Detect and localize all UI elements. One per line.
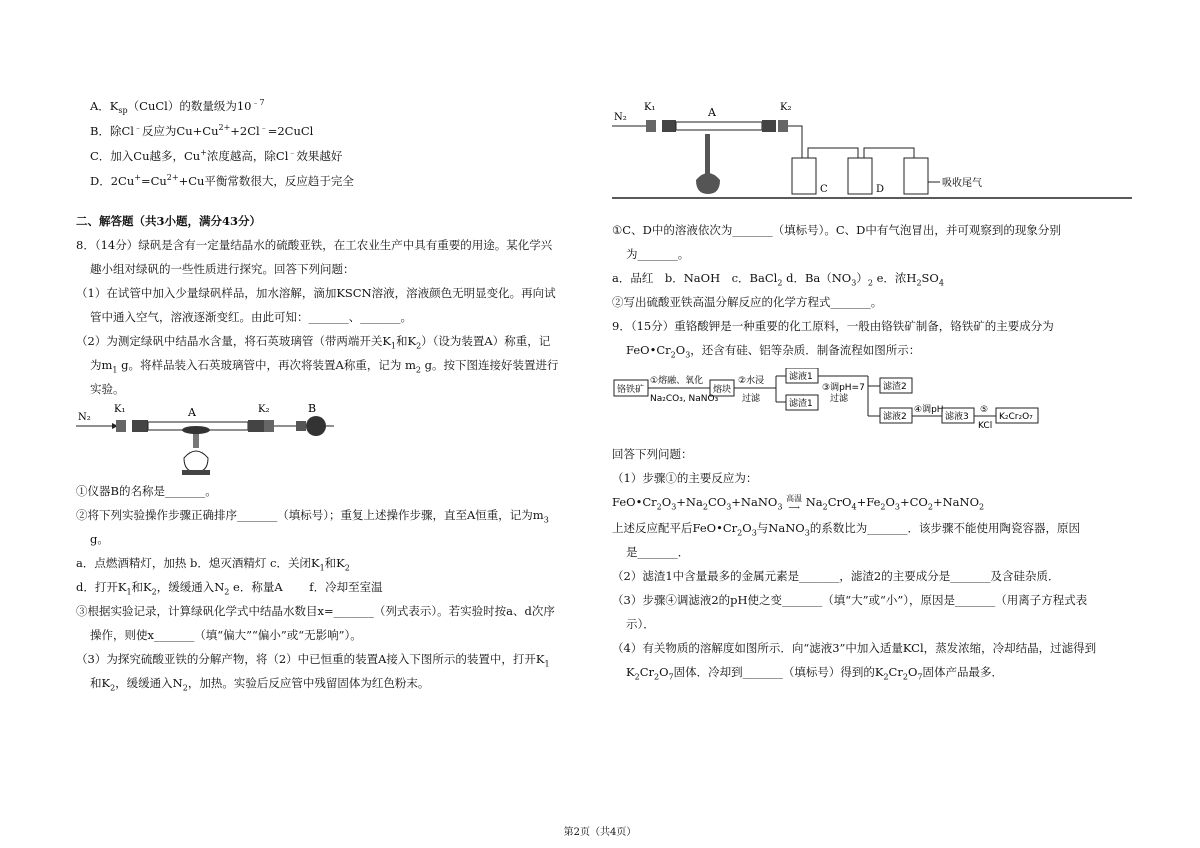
q8-3-1b: 为_______。 [626,247,690,261]
flow-filter2: 过滤 [830,394,849,404]
flow-step4: ④调pH [914,405,944,415]
q9-4: （4）有关物质的溶解度如图所示．向“滤液3”中加入适量KCl，蒸发浓缩，冷却结晶，过滤得到 [612,641,1097,655]
flow-step2: ②水浸 [738,376,765,386]
fig2-c-label: C [820,184,828,195]
flow-step3: ③调pH=7 [822,383,865,393]
flow-product: K₂Cr₂O₇ [999,412,1033,422]
flow-kcl: KCl [978,421,993,431]
flow-filter: 过滤 [742,394,761,404]
q8-3-options: a．品红 b．NaOH c．BaCl$_2$ d．$Ba(NO_3)_2$ e．浓$H_2SO_4$ [612,271,944,288]
q9-1-equation: $FeO•Cr_2O_3+Na_2CO_3+NaNO_3$ 高温 ⟶ $Na_2CrO_4+Fe_2O_3+CO_2+NaNO_2$ [612,494,985,512]
page-footer: 第2页（共4页） [563,827,637,838]
q9-intro-2: $FeO•Cr_2O_3$，还含有硅、铝等杂质．制备流程如图所示： [626,343,921,360]
fig1-k2-label: K₂ [258,404,270,415]
section-heading: 二、解答题（共3小题，满分43分） [76,214,262,228]
apparatus-figure-1 [76,400,336,478]
q8-2-3b: 操作，则使x_______（填“偏大”“偏小”或“无影响”）。 [90,628,362,642]
q8-steps-2: d．打开$K_1$和$K_2$，缓缓通入$N_2$ e．称量A f．冷却至室温 [76,580,383,597]
q8-part3-1: （3）为探究硫酸亚铁的分解产物，将（2）中已恒重的装置A接入下图所示的装置中，打开$K_1$ [76,652,550,669]
fig2-n2-label: N₂ [614,112,627,123]
fig2-tail-label: 吸收尾气 [942,178,982,189]
flow-filtrate2: 滤液2 [883,412,907,422]
q8-intro-1: 8．（14分）绿矾是含有一定量结晶水的硫酸亚铁，在工农业生产中具有重要的用途。某化学兴 [76,238,553,252]
fig1-k1-label: K₁ [114,404,126,415]
flow-residue2: 滤渣2 [883,382,907,392]
q9-2: （2）滤渣1中含量最多的金属元素是_______，滤渣2的主要成分是_______及含硅杂质． [612,569,1060,583]
q8-part2-1: （2）为测定绿矾中结晶水含量，将石英玻璃管（带两端开关$K_1$和$K_2$）（设为装置A）称重，记 [76,334,551,351]
flow-step1: ①熔融、氧化 [650,376,704,386]
q9-1-c: 是_______． [626,545,690,559]
option-b: B．除Cl﹣反应为$Cu+Cu^{2+}+2Cl^﹣=2CuCl$ [90,123,314,138]
fig2-k1-label: K₁ [644,102,656,113]
q8-part3-2: 和$K_2$，缓缓通入$N_2$，加热。实验后反应管中残留固体为红色粉末。 [90,676,430,693]
q8-3-1: ①C、D中的溶液依次为_______（填标号）。C、D中有气泡冒出，并可观察到的现象分别 [612,223,1061,237]
q9-4b: $K_2Cr_2O_7$固体．冷却到_______（填标号）得到的$K_2Cr_2O_7$固体产品最多． [626,665,1003,682]
fig2-a-label: A [708,106,716,119]
q8-2-1: ①仪器B的名称是_______。 [76,484,217,498]
flow-filtrate1: 滤液1 [789,372,813,382]
fig2-d-label: D [876,184,885,195]
flow-step5: ⑤ [980,405,989,415]
q8-part2-3: 实验。 [90,382,125,396]
q8-part1-1: （1）在试管中加入少量绿矾样品，加水溶解，滴加KSCN溶液，溶液颜色无明显变化。再向试 [76,286,556,300]
q9-3b: 示）． [626,617,655,631]
q8-3-2: ②写出硫酸亚铁高温分解反应的化学方程式_______。 [612,295,883,309]
q9-1: （1）步骤①的主要反应为： [612,471,758,485]
fig1-b-label: B [308,402,317,415]
flow-filtrate3: 滤液3 [945,412,969,422]
flow-residue1: 滤渣1 [789,399,813,409]
q8-2-3: ③根据实验记录，计算绿矾化学式中结晶水数目x=_______（列式表示）。若实验时按a、d次序 [76,604,555,618]
flow-ore: 铬铁矿 [617,385,645,395]
fig1-n2-label: N₂ [78,412,91,423]
flow-step1-reagents: Na₂CO₃, NaNO₃ [650,394,719,404]
q8-2-2b: g。 [90,532,109,546]
fig1-a-label: A [188,406,196,419]
option-d: D．$2Cu^+=Cu^{2+}+Cu$平衡常数很大，反应趋于完全 [90,173,354,188]
q8-steps-1: a．点燃酒精灯，加热 b．熄灭酒精灯 c．关闭$K_1$和$K_2$ [76,556,350,573]
q9-answer-heading: 回答下列问题： [612,447,693,461]
fig2-k2-label: K₂ [780,102,792,113]
q8-part1-2: 管中通入空气，溶液逐渐变红。由此可知：_______、_______。 [90,310,412,324]
q8-intro-2: 趣小组对绿矾的一些性质进行探究。回答下列问题： [90,262,355,276]
option-c: C．加入Cu越多，Cu+浓度越高，除Cl﹣效果越好 [90,148,343,163]
q8-part2-2: 为$m_1$ g。将样品装入石英玻璃管中，再次将装置A称重，记为 $m_2$ g。按下图连接好装置进行 [90,358,559,375]
apparatus-figure-2 [612,98,1132,210]
q9-1-b: 上述反应配平后$FeO•Cr_2O_3$与NaNO$_3$的系数比为_______．该步骤不能使用陶瓷容器，原因 [612,521,1081,538]
flow-chart [612,368,1042,432]
q8-2-2: ②将下列实验操作步骤正确排序_______（填标号）；重复上述操作步骤，直至A恒重，记为$m_3$ [76,508,549,525]
q9-intro-1: 9．（15分）重铬酸钾是一种重要的化工原料，一般由铬铁矿制备，铬铁矿的主要成分为 [612,319,1054,333]
option-a: A．$K_{sp}(CuCl)$的数量级为$10^{﹣7}$ [90,98,265,116]
flow-melt: 熔块 [713,385,732,395]
q9-3: （3）步骤④调滤液2的pH使之变_______（填“大”或“小”），原因是_______（用离子方程式表 [612,593,1088,607]
